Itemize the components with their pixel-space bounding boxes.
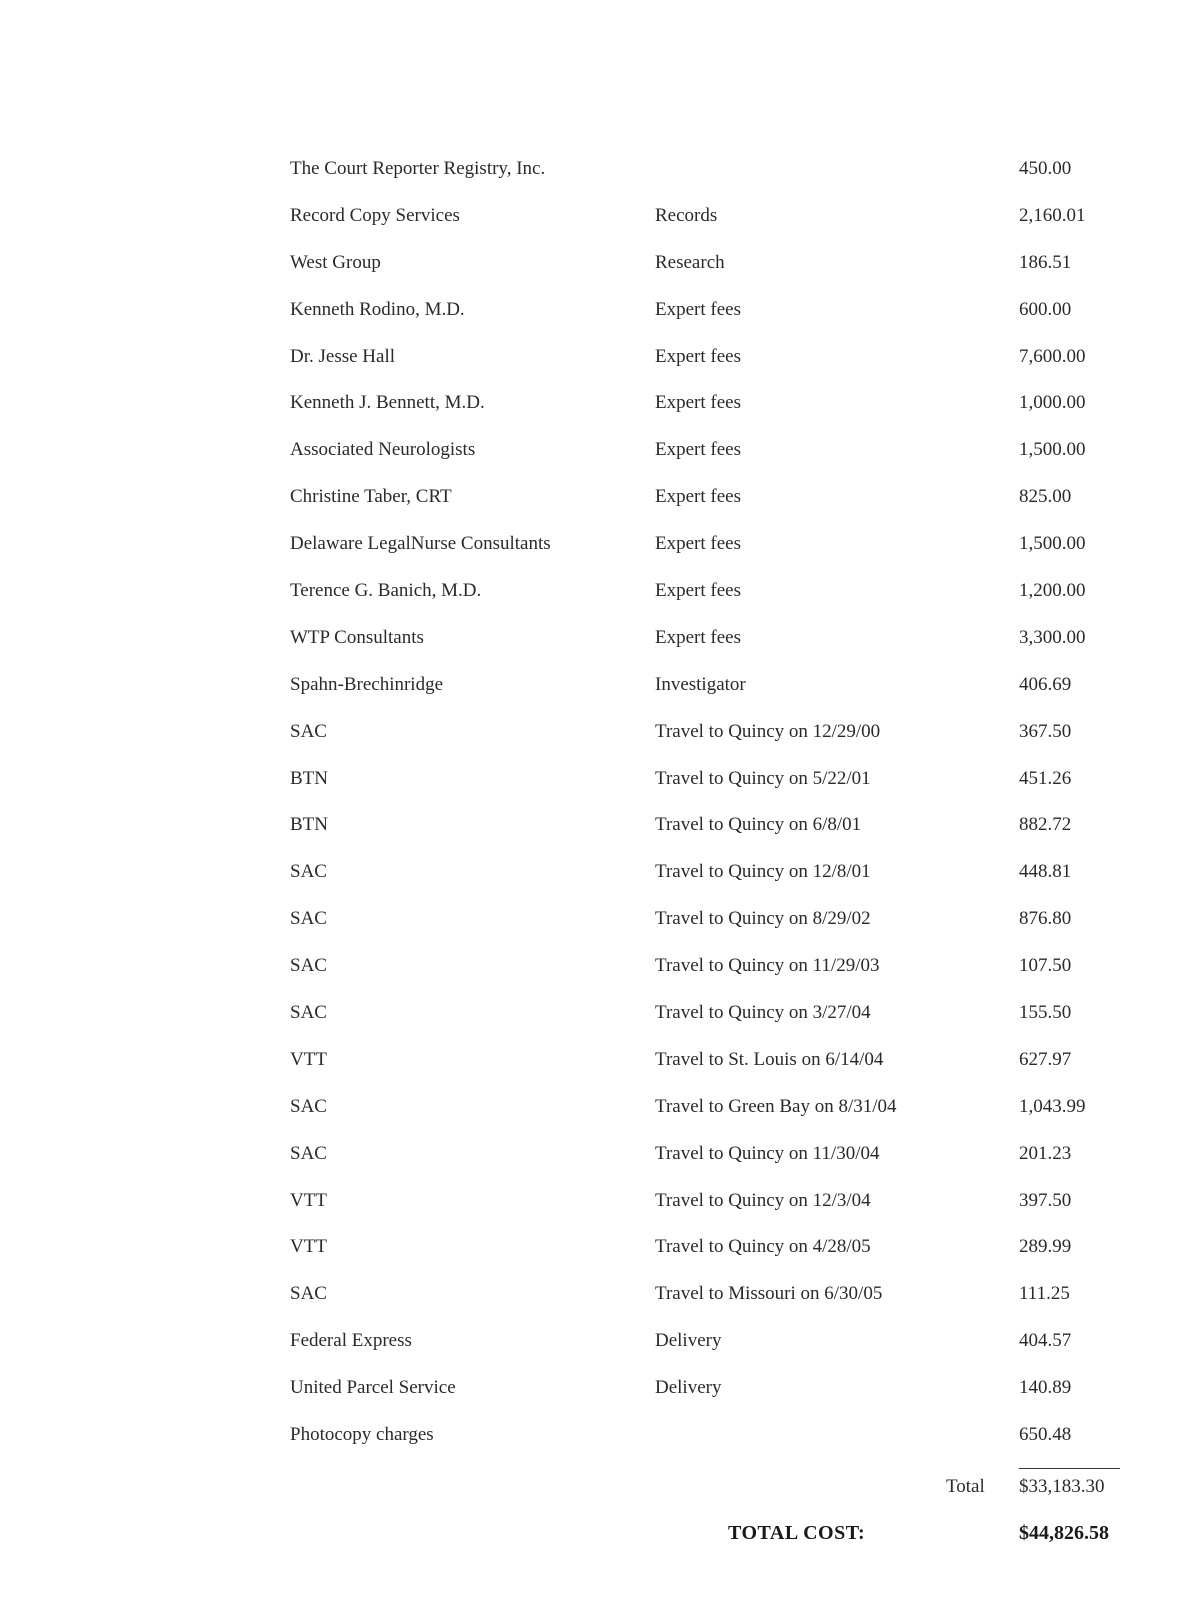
- expense-description: Delivery: [655, 1330, 722, 1352]
- expense-description: Expert fees: [655, 345, 741, 367]
- expense-row: [0, 712, 1204, 759]
- expense-amount: 1,200.00: [1019, 580, 1086, 602]
- expense-amount: 289.99: [1019, 1236, 1072, 1258]
- expense-amount: 882.72: [1019, 814, 1072, 836]
- expense-amount: 111.25: [1019, 1283, 1070, 1305]
- grand-total-row: [0, 1513, 1204, 1553]
- expense-amount: 186.51: [1019, 251, 1072, 273]
- expense-payee: SAC: [290, 1283, 327, 1305]
- expense-payee: Photocopy charges: [290, 1424, 434, 1446]
- subtotal-amount: $33,183.30: [1019, 1476, 1105, 1497]
- expense-description: Expert fees: [655, 626, 741, 648]
- expense-row: [0, 1274, 1204, 1321]
- expense-row: [0, 852, 1204, 899]
- expense-row: [0, 477, 1204, 524]
- expense-payee: Terence G. Banich, M.D.: [290, 580, 482, 602]
- expense-description: Expert fees: [655, 439, 741, 461]
- expense-payee: Delaware LegalNurse Consultants: [290, 533, 551, 555]
- expense-row: [0, 1087, 1204, 1134]
- expense-description: Expert fees: [655, 580, 741, 602]
- expense-payee: BTN: [290, 767, 328, 789]
- expense-row: [0, 1181, 1204, 1228]
- expense-row: [0, 243, 1204, 290]
- grand-total-label: TOTAL COST:: [728, 1522, 866, 1544]
- expense-payee: Christine Taber, CRT: [290, 486, 452, 508]
- expense-description: Expert fees: [655, 392, 741, 414]
- expense-amount: 448.81: [1019, 861, 1072, 883]
- expense-payee: VTT: [290, 1048, 327, 1070]
- expense-payee: Kenneth Rodino, M.D.: [290, 298, 465, 320]
- expense-payee: SAC: [290, 1142, 327, 1164]
- expense-amount: 876.80: [1019, 908, 1072, 930]
- expense-row: [0, 149, 1204, 196]
- expense-description: Delivery: [655, 1377, 722, 1399]
- expense-row: [0, 1040, 1204, 1087]
- expense-row: [0, 290, 1204, 337]
- expense-payee: Record Copy Services: [290, 204, 460, 226]
- expense-row: [0, 1415, 1204, 1462]
- expense-description: Travel to Quincy on 5/22/01: [655, 767, 871, 789]
- expense-row: [0, 430, 1204, 477]
- expense-payee: Federal Express: [290, 1330, 412, 1352]
- expense-payee: Dr. Jesse Hall: [290, 345, 396, 367]
- expense-payee: WTP Consultants: [290, 626, 424, 648]
- expense-amount: 140.89: [1019, 1377, 1072, 1399]
- expense-description: Travel to Quincy on 4/28/05: [655, 1236, 871, 1258]
- expense-payee: SAC: [290, 720, 327, 742]
- expense-row: [0, 1227, 1204, 1274]
- expense-amount: 107.50: [1019, 955, 1072, 977]
- expense-payee: SAC: [290, 1002, 327, 1024]
- expense-description: Travel to Green Bay on 8/31/04: [655, 1095, 897, 1117]
- expense-amount: 1,500.00: [1019, 533, 1086, 555]
- expense-row: [0, 899, 1204, 946]
- expense-description: Expert fees: [655, 298, 741, 320]
- expense-payee: SAC: [290, 861, 327, 883]
- expense-description: Travel to Quincy on 8/29/02: [655, 908, 871, 930]
- expense-description: Travel to Quincy on 11/29/03: [655, 955, 880, 977]
- expense-payee: BTN: [290, 814, 328, 836]
- expense-amount: 367.50: [1019, 720, 1072, 742]
- expense-description: Investigator: [655, 673, 746, 695]
- expense-payee: VTT: [290, 1189, 327, 1211]
- expense-amount: 155.50: [1019, 1002, 1072, 1024]
- expense-row: [0, 196, 1204, 243]
- expense-amount: 1,043.99: [1019, 1095, 1086, 1117]
- expense-amount: 451.26: [1019, 767, 1072, 789]
- expense-amount: 450.00: [1019, 158, 1072, 179]
- expense-row: [0, 571, 1204, 618]
- expense-description: Travel to Quincy on 11/30/04: [655, 1142, 880, 1164]
- expense-amount: 825.00: [1019, 486, 1072, 508]
- expense-payee: West Group: [290, 251, 381, 273]
- expense-row: [0, 665, 1204, 712]
- expense-amount: 600.00: [1019, 298, 1072, 320]
- expense-description: Travel to Quincy on 6/8/01: [655, 814, 862, 836]
- subtotal-label: Total: [946, 1476, 985, 1497]
- expense-payee: The Court Reporter Registry, Inc.: [290, 158, 546, 179]
- expense-row: [0, 618, 1204, 665]
- expense-payee: Associated Neurologists: [290, 439, 476, 461]
- expense-payee: Kenneth J. Bennett, M.D.: [290, 392, 485, 414]
- expense-description: Travel to St. Louis on 6/14/04: [655, 1048, 884, 1070]
- expense-amount: 1,000.00: [1019, 392, 1086, 414]
- expense-amount: 7,600.00: [1019, 345, 1086, 367]
- expense-description: Records: [655, 204, 718, 226]
- expense-row: [0, 993, 1204, 1040]
- expense-description: Expert fees: [655, 533, 741, 555]
- expense-payee: VTT: [290, 1236, 327, 1258]
- subtotal-row: [0, 1467, 1204, 1507]
- expense-row: [0, 524, 1204, 571]
- expense-amount: 397.50: [1019, 1189, 1072, 1211]
- expense-payee: SAC: [290, 1095, 327, 1117]
- expense-row: [0, 759, 1204, 806]
- expense-description: Travel to Quincy on 12/8/01: [655, 861, 871, 883]
- expense-amount: 1,500.00: [1019, 439, 1086, 461]
- expense-amount: 627.97: [1019, 1048, 1072, 1070]
- expense-row: [0, 805, 1204, 852]
- expense-row: [0, 1368, 1204, 1415]
- expense-amount: 3,300.00: [1019, 626, 1086, 648]
- expense-payee: Spahn-Brechinridge: [290, 673, 444, 695]
- expense-row: [0, 337, 1204, 384]
- grand-total-amount: $44,826.58: [1019, 1522, 1109, 1544]
- expense-row: [0, 383, 1204, 430]
- expense-description: Travel to Quincy on 12/29/00: [655, 720, 881, 742]
- expense-description: Travel to Quincy on 12/3/04: [655, 1189, 871, 1211]
- expense-row: [0, 946, 1204, 993]
- expense-payee: SAC: [290, 955, 327, 977]
- expense-payee: SAC: [290, 908, 327, 930]
- expense-amount: 650.48: [1019, 1424, 1072, 1446]
- expense-list: [0, 149, 1204, 1462]
- expense-description: Travel to Quincy on 3/27/04: [655, 1002, 871, 1024]
- expense-description: Travel to Missouri on 6/30/05: [655, 1283, 883, 1305]
- expense-row: [0, 1321, 1204, 1368]
- expense-amount: 2,160.01: [1019, 204, 1086, 226]
- expense-payee: United Parcel Service: [290, 1377, 456, 1399]
- expense-amount: 406.69: [1019, 673, 1072, 695]
- expense-description: Research: [655, 251, 725, 273]
- expense-amount: 201.23: [1019, 1142, 1072, 1164]
- expense-description: Expert fees: [655, 486, 741, 508]
- expense-row: [0, 1134, 1204, 1181]
- expense-amount: 404.57: [1019, 1330, 1072, 1352]
